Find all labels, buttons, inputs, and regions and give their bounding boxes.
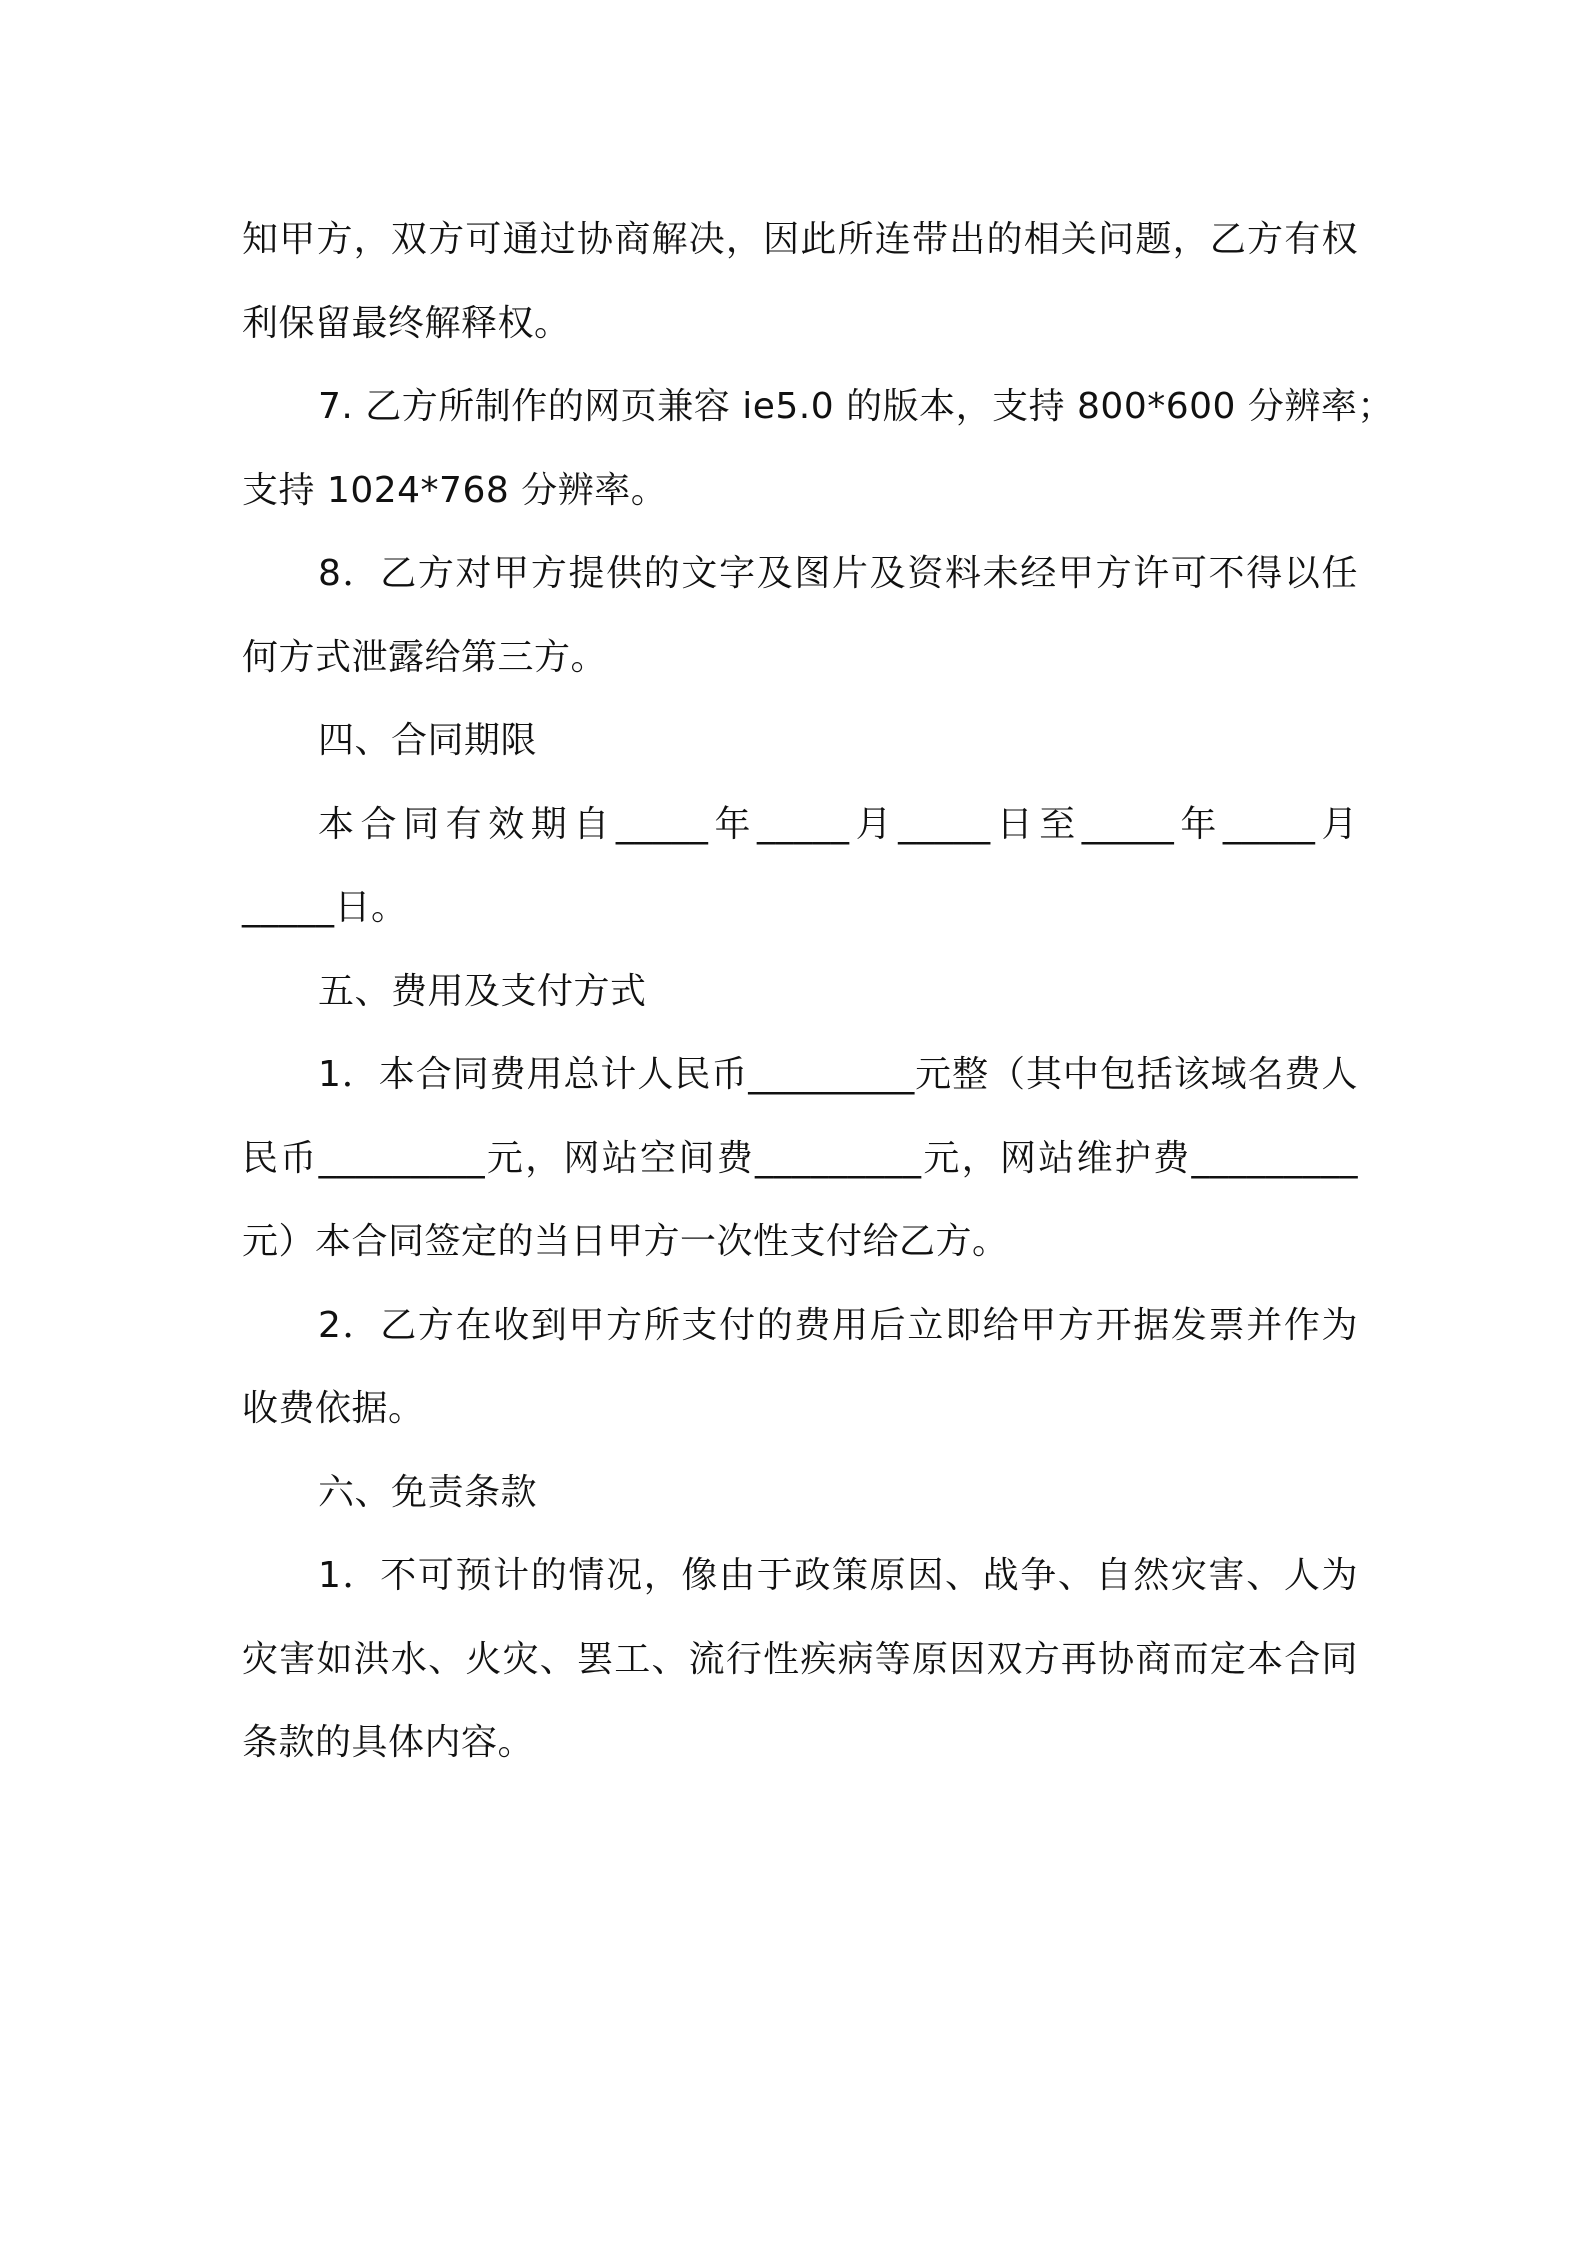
paragraph-line: 知甲方，双方可通过协商解决，因此所连带出的相关问题，乙方有权 [242,219,1358,260]
disclaimer-clause-1-line: 1．不可预计的情况，像由于政策原因、战争、自然灾害、人为 [318,1555,1358,1596]
payment-clause-1-line: 1．本合同费用总计人民币_________元整（其中包括该域名费人 [318,1054,1358,1095]
section-heading-disclaimer: 六、免责条款 [318,1471,538,1513]
paragraph-line: 灾害如洪水、火灾、罢工、流行性疾病等原因双方再协商而定本合同 [242,1638,1358,1680]
clause-7-line: 7. 乙方所制作的网页兼容 ie5.0 的版本，支持 800*600 分辨率； [318,386,1394,427]
paragraph-line: 支持 1024*768 分辨率。 [242,469,668,511]
paragraph-line: _____日。 [242,887,408,928]
section-heading-term: 四、合同期限 [318,720,538,761]
paragraph-line: 条款的具体内容。 [242,1722,535,1763]
section-heading-payment: 五、费用及支付方式 [318,970,647,1012]
paragraph-line: 元）本合同签定的当日甲方一次性支付给乙方。 [242,1221,1009,1262]
contract-period-line: 本合同有效期自_____年_____月_____日至_____年_____月 [318,803,1358,845]
document-body [242,198,1394,1785]
paragraph-line: 收费依据。 [242,1388,425,1429]
paragraph-line: 利保留最终解释权。 [242,302,571,344]
paragraph-line: 民币_________元，网站空间费_________元，网站维护费_________ [242,1137,1358,1179]
payment-clause-2-line: 2．乙方在收到甲方所支付的费用后立即给甲方开据发票并作为 [318,1304,1358,1346]
paragraph-line: 何方式泄露给第三方。 [242,636,608,678]
clause-8-line: 8．乙方对甲方提供的文字及图片及资料未经甲方许可不得以任 [318,553,1358,594]
